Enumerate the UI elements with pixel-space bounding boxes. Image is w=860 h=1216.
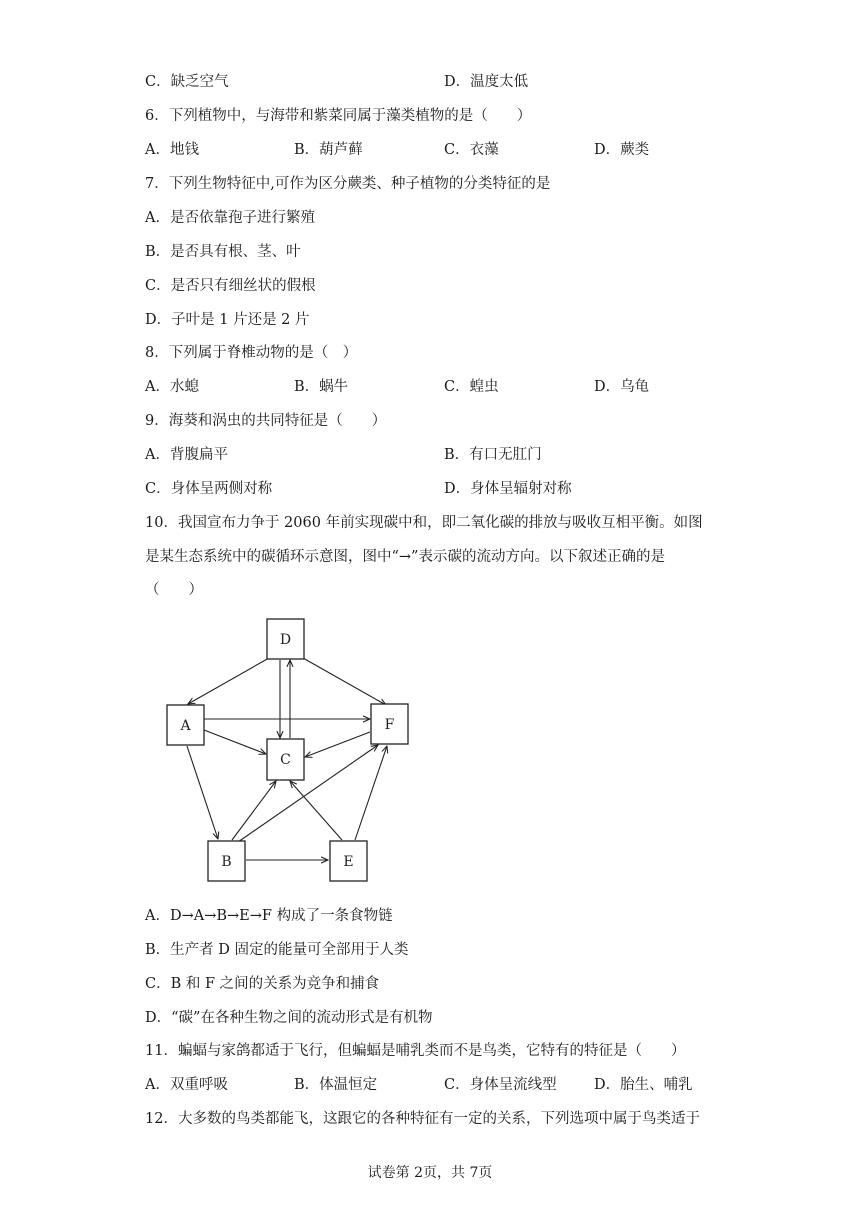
- q8-option-d: D．乌龟: [594, 379, 650, 395]
- arrow-d-to-f: [303, 658, 386, 705]
- carbon-cycle-diagram: [150, 612, 440, 892]
- q7-option-d: D．子叶是 1 片还是 2 片: [145, 312, 310, 328]
- node-b: [208, 841, 245, 881]
- node-a-label: A: [180, 718, 191, 734]
- q10-option-b: B．生产者 D 固定的能量可全部用于人类: [145, 942, 409, 958]
- arrow-e-to-f: [355, 746, 387, 840]
- arrow-d-to-a: [188, 658, 269, 704]
- q11-stem: 11．蝙蝠与家鸽都适于飞行，但蝙蝠是哺乳类而不是鸟类，它特有的特征是（ ）: [145, 1043, 686, 1059]
- q7-stem: 7．下列生物特征中,可作为区分蕨类、种子植物的分类特征的是: [145, 176, 551, 192]
- q5-option-c: C．缺乏空气: [145, 74, 229, 90]
- q7-option-a: A．是否依靠孢子进行繁殖: [145, 210, 315, 226]
- q10-stem-line1: 10．我国宣布力争于 2060 年前实现碳中和，即二氧化碳的排放与吸收互相平衡。如图: [145, 515, 703, 531]
- q9-option-d: D．身体呈辐射对称: [444, 481, 572, 497]
- q10-stem-line2: 是某生态系统中的碳循环示意图，图中“→”表示碳的流动方向。以下叙述正确的是: [145, 549, 665, 565]
- q9-stem: 9．海葵和涡虫的共同特征是（ ）: [145, 413, 387, 429]
- q8-option-c: C．蝗虫: [444, 379, 499, 395]
- q10-option-c: C．B 和 F 之间的关系为竞争和捕食: [145, 976, 380, 992]
- node-a: [167, 705, 204, 745]
- node-c-label: C: [280, 752, 291, 768]
- q9-option-c: C．身体呈两侧对称: [145, 481, 273, 497]
- node-f-label: F: [384, 717, 395, 733]
- q11-option-a: A．双重呼吸: [145, 1077, 228, 1093]
- q11-option-c: C．身体呈流线型: [444, 1077, 557, 1093]
- q6-stem: 6．下列植物中，与海带和紫菜同属于藻类植物的是（ ）: [145, 108, 532, 124]
- q5-option-d: D．温度太低: [444, 74, 529, 90]
- q10-option-a: A．D→A→B→E→F 构成了一条食物链: [145, 908, 393, 924]
- node-e-label: E: [343, 854, 354, 870]
- arrow-a-to-c: [204, 730, 266, 754]
- node-d-label: D: [279, 632, 292, 648]
- node-b-label: B: [221, 854, 232, 870]
- q6-option-c: C．衣藻: [444, 142, 499, 158]
- arrow-e-to-c: [290, 781, 342, 840]
- arrow-b-to-f: [238, 745, 378, 842]
- arrow-a-to-b: [187, 746, 218, 839]
- node-e: [330, 841, 367, 881]
- node-c: [267, 739, 304, 780]
- q7-option-c: C．是否只有细丝状的假根: [145, 278, 316, 294]
- q9-option-a: A．背腹扁平: [145, 447, 228, 463]
- q6-option-a: A．地钱: [145, 142, 199, 158]
- q10-option-d: D．“碳”在各种生物之间的流动形式是有机物: [145, 1010, 433, 1026]
- q6-option-d: D．蕨类: [594, 142, 650, 158]
- arrow-f-to-c: [305, 732, 370, 757]
- q9-option-b: B．有口无肛门: [444, 447, 542, 463]
- q12-stem: 12．大多数的鸟类都能飞，这跟它的各种特征有一定的关系，下列选项中属于鸟类适于: [145, 1111, 700, 1127]
- q8-option-a: A．水螅: [145, 379, 199, 395]
- q10-stem-line3: （ ）: [145, 582, 203, 598]
- q8-option-b: B．蜗牛: [294, 379, 349, 395]
- q11-option-d: D．胎生、哺乳: [594, 1077, 693, 1093]
- q11-option-b: B．体温恒定: [294, 1077, 378, 1093]
- q8-stem: 8．下列属于脊椎动物的是（ ）: [145, 345, 358, 361]
- node-d: [267, 619, 304, 659]
- q7-option-b: B．是否具有根、茎、叶: [145, 244, 301, 260]
- page-footer: 试卷第 2页，共 7页: [367, 1165, 493, 1181]
- node-f: [371, 704, 408, 744]
- q6-option-b: B．葫芦藓: [294, 142, 363, 158]
